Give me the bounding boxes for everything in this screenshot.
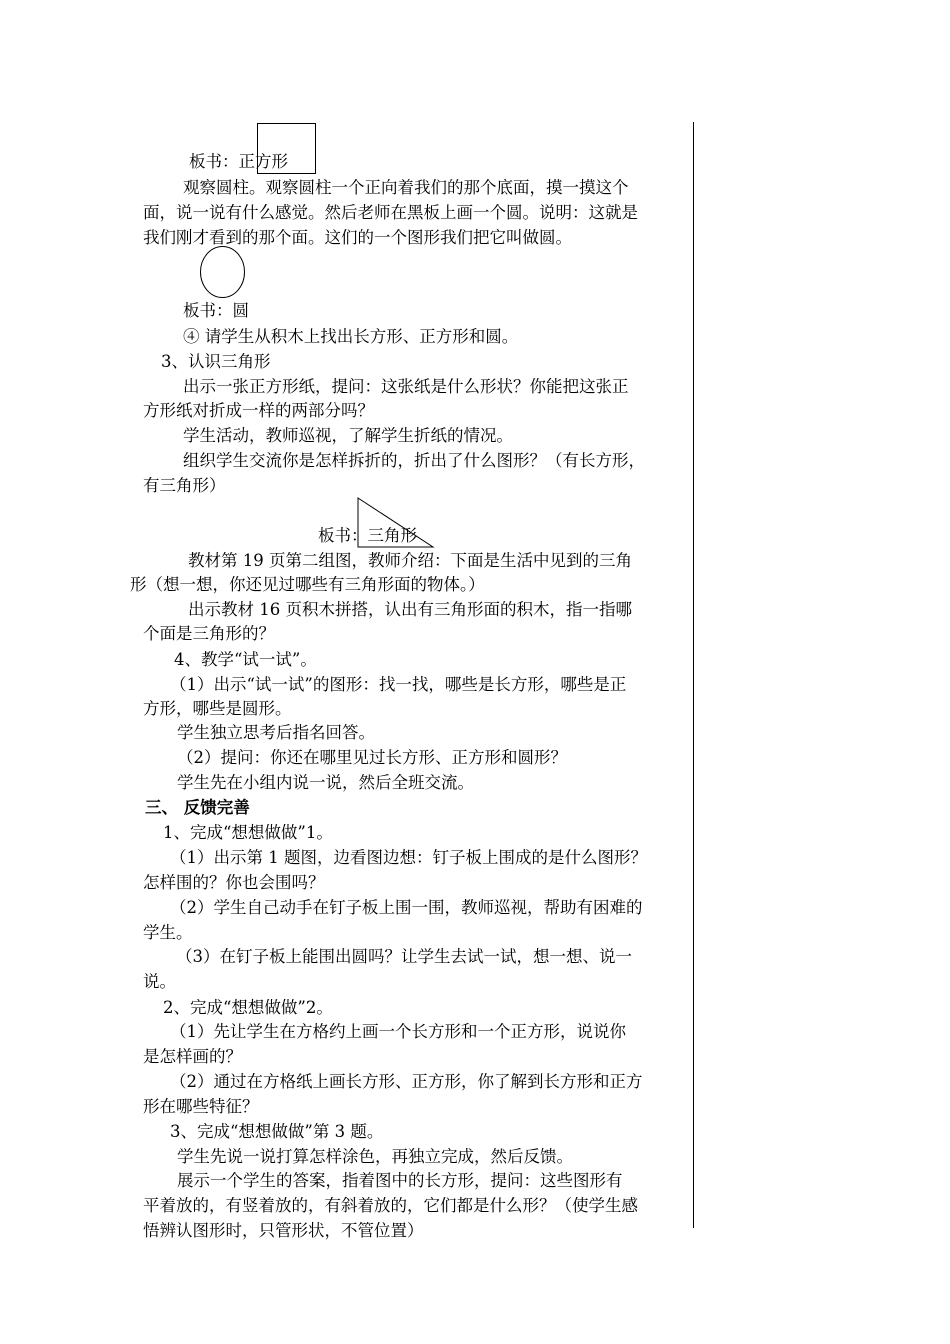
paragraph-line: 我们刚才看到的那个面。这们的一个图形我们把它叫做圆。 (143, 228, 572, 247)
paragraph-line: 形（想一想，你还见过哪些有三角形面的物体。） (130, 575, 485, 594)
paragraph-line: 个面是三角形的？ (143, 624, 275, 643)
section-heading-bold: 三、 反馈完善 (145, 798, 250, 817)
paragraph-line: 3、完成“想想做做”第 3 题。 (170, 1122, 384, 1141)
circle-drawing (199, 245, 247, 299)
paragraph-line: 学生独立思考后指名回答。 (177, 723, 375, 742)
section-heading: 3、认识三角形 (161, 352, 271, 371)
paragraph-line: （1）先让学生在方格约上画一个长方形和一个正方形，说说你 (170, 1022, 626, 1041)
paragraph-line: 学生活动，教师巡视，了解学生折纸的情况。 (183, 426, 513, 445)
paragraph-line: 说。 (143, 972, 176, 991)
paragraph-line: 是怎样画的？ (143, 1047, 242, 1066)
paragraph-line: 方形纸对折成一样的两部分吗？ (143, 401, 374, 420)
paragraph-line: （2）学生自己动手在钉子板上围一围，教师巡视，帮助有困难的 (170, 898, 643, 917)
paragraph-line: 2、完成“想想做做”2。 (163, 998, 333, 1017)
board-square-label: 板书：正方形 (189, 152, 288, 171)
paragraph-line: （2）提问：你还在哪里见过长方形、正方形和圆形？ (177, 748, 567, 767)
paragraph-line: 学生先说一说打算怎样涂色，再独立完成，然后反馈。 (177, 1147, 573, 1166)
paragraph-line: 悟辨认图形时，只管形状，不管位置） (143, 1221, 424, 1240)
paragraph-line: 组织学生交流你是怎样拆折的，折出了什么图形？（有长方形， (183, 451, 645, 470)
paragraph-line: （1）出示第 1 题图，边看图边想：钉子板上围成的是什么图形？ (170, 848, 647, 867)
paragraph-line: 学生先在小组内说一说，然后全班交流。 (177, 773, 474, 792)
paragraph-line: （2）通过在方格纸上画长方形、正方形，你了解到长方形和正方 (170, 1072, 643, 1091)
paragraph-line: 观察圆柱。观察圆柱一个正向着我们的那个底面，摸一摸这个 (183, 178, 629, 197)
paragraph-line: 方形，哪些是圆形。 (143, 699, 292, 718)
paragraph-line: 形在哪些特征？ (143, 1097, 259, 1116)
paragraph-line: 面，说一说有什么感觉。然后老师在黑板上画一个圆。说明：这就是 (143, 203, 638, 222)
paragraph-line: 学生。 (143, 923, 193, 942)
paragraph-line: 有三角形） (143, 476, 226, 495)
board-circle-label: 板书：圆 (183, 301, 249, 320)
paragraph-line: （1）出示“试一试”的图形：找一找，哪些是长方形，哪些是正 (170, 675, 627, 694)
paragraph-line: 出示教材 16 页积木拼搭，认出有三角形面的积木，指一指哪 (188, 600, 632, 619)
table-border-line (693, 122, 694, 1228)
paragraph-line: （3）在钉子板上能围出圆吗？让学生去试一试，想一想、说一 (176, 947, 632, 966)
paragraph-line: 怎样围的？你也会围吗？ (143, 873, 325, 892)
paragraph-line: 1、完成“想想做做”1。 (163, 823, 333, 842)
paragraph-line: 出示一张正方形纸，提问：这张纸是什么形状？你能把这张正 (183, 377, 629, 396)
paragraph-line: 展示一个学生的答案，指着图中的长方形，提问：这些图形有 (177, 1171, 623, 1190)
paragraph-line: 教材第 19 页第二组图，教师介绍：下面是生活中见到的三角 (188, 551, 632, 570)
board-triangle-label: 板书：三角形 (318, 526, 417, 545)
paragraph-line: ④ 请学生从积木上找出长方形、正方形和圆。 (183, 327, 519, 346)
paragraph-line: 平着放的，有竖着放的，有斜着放的，它们都是什么形？（使学生感 (143, 1196, 638, 1215)
section-heading: 4、教学“试一试”。 (174, 650, 317, 669)
